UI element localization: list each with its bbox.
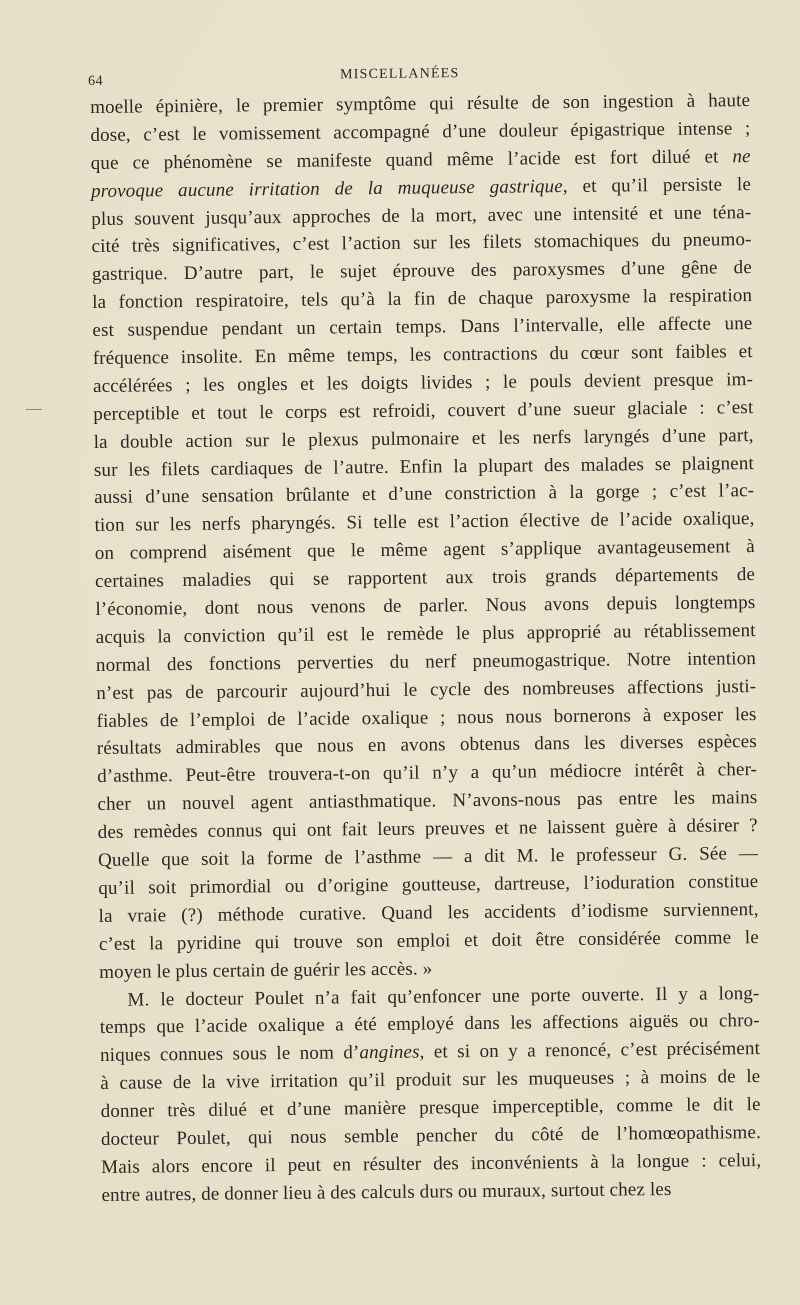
text-line: la fonction respiratoire, tels qu’à la fin de chaque paroxysme la respiration — [92, 285, 753, 314]
text-line: cité très significatives, c’est l’action sur les filets stomachiques du pneumo- — [91, 229, 752, 258]
running-head: MISCELLANÉES — [339, 66, 460, 83]
text-line: cher un nouvel agent antiasthmatique. N’avons-nous pas entre les mains — [97, 787, 758, 816]
text-line: la double action sur le plexus pulmonaire et les nerfs laryngés d’une part, — [93, 424, 754, 453]
text-line: la vraie (?) méthode curative. Quand les accidents d’iodisme surviennent, — [98, 898, 759, 927]
text-line: docteur Poulet, qui nous semble pencher du côté de l’homœopathisme. — [100, 1121, 762, 1150]
text-line: certaines maladies qui se rapportent aux trois grands départements de — [94, 564, 756, 593]
text-line: provoque aucune irritation de la muqueuse gastrique, et qu’il persiste le — [90, 173, 752, 202]
text-line: dose, c’est le vomissement accompagné d’une douleur épigastrique intense ; — [90, 117, 751, 146]
text-line: qu’il soit primordial ou d’origine goutteuse, dartreuse, l’ioduration constitue — [98, 870, 759, 899]
text-line: est suspendue pendant un certain temps. Dans l’intervalle, elle affecte une — [92, 313, 753, 342]
text-line: résultats admirables que nous en avons obtenus dans les diverses espèces — [96, 731, 757, 760]
text-line: plus souvent jusqu’aux approches de la mort, avec une intensité et une téna- — [91, 201, 752, 230]
text-line: normal des fonctions perverties du nerf pneumogastrique. Notre intention — [95, 647, 757, 676]
text-line: acquis la conviction qu’il est le remède le plus approprié au rétablissement — [95, 619, 756, 648]
text-line: sur les filets cardiaques de l’autre. Enfin la plupart des malades se plaignent — [93, 452, 755, 481]
text-line: que ce phénomène se manifeste quand même l’acide est fort dilué et ne — [90, 145, 751, 174]
italic-text: angines — [359, 1041, 420, 1064]
text-line: c’est la pyridine qui trouve son emploi et doit être considérée comme le — [98, 926, 759, 955]
text-line: à cause de la vive irritation qu’il produit sur les muqueuses ; à moins de le — [100, 1066, 761, 1095]
body-text — [90, 87, 762, 1209]
text-line: d’asthme. Peut-être trouvera-t-on qu’il n’y a qu’un médiocre intérêt à cher- — [97, 759, 758, 788]
text-line: gastrique. D’autre part, le sujet éprouve des paroxysmes d’une gêne de — [91, 257, 752, 286]
text-line: fiables de l’emploi de l’acide oxalique ; nous nous bornerons à exposer les — [96, 703, 757, 732]
text-line: niques connues sous le nom d’angines, et si on y a renoncé, c’est précisément — [99, 1038, 761, 1067]
text-line: moyen le plus certain de guérir les accès. » — [99, 958, 433, 983]
page-number: 64 — [88, 73, 104, 89]
text-line: entre autres, de donner lieu à des calculs durs ou muraux, surtout chez les — [101, 1178, 672, 1206]
text-line: des remèdes connus qui ont fait leurs preuves et ne laissent guère à désirer ? — [97, 815, 758, 844]
text-line: tion sur les nerfs pharyngés. Si telle est l’action élective de l’acide oxalique, — [94, 508, 755, 537]
italic-text: provoque aucune irritation de la muqueuse gastrique — [90, 175, 563, 202]
text-line: on comprend aisément que le même agent s’applique avantageusement à — [94, 536, 755, 565]
text-line: Mais alors encore il peut en résulter des inconvénients à la longue : celui, — [101, 1149, 762, 1178]
text-line: l’économie, dont nous venons de parler. Nous avons depuis longtemps — [95, 592, 756, 621]
text-line: Quelle que soit la forme de l’asthme — a dit M. le professeur G. Sée — — [97, 843, 759, 872]
paragraph — [99, 980, 761, 1210]
text-line: perceptible et tout le corps est refroidi, couvert d’une sueur glaciale : c’est — [93, 396, 754, 425]
margin-mark — [26, 409, 42, 410]
text-line: donner très dilué et d’une manière presque imperceptible, comme le dit le — [100, 1094, 761, 1123]
text-line: aussi d’une sensation brûlante et d’une constriction à la gorge ; c’est l’ac- — [94, 480, 755, 509]
text-line: moelle épinière, le premier symptôme qui résulte de son ingestion à haute — [90, 90, 751, 118]
italic-text: ne — [732, 145, 751, 168]
text-line: M. le docteur Poulet n’a fait qu’enfoncer une porte ouverte. Il y a long- — [127, 982, 760, 1011]
text-line: accélérées ; les ongles et les doigts livides ; le pouls devient presque im- — [92, 368, 754, 397]
paragraph — [90, 87, 759, 986]
text-line: temps que l’acide oxalique a été employé dans les affections aiguës ou chro- — [99, 1010, 760, 1039]
text-line: n’est pas de parcourir aujourd’hui le cycle des nombreuses affections justi- — [96, 675, 757, 704]
text-line: fréquence insolite. En même temps, les contractions du cœur sont faibles et — [92, 341, 753, 370]
